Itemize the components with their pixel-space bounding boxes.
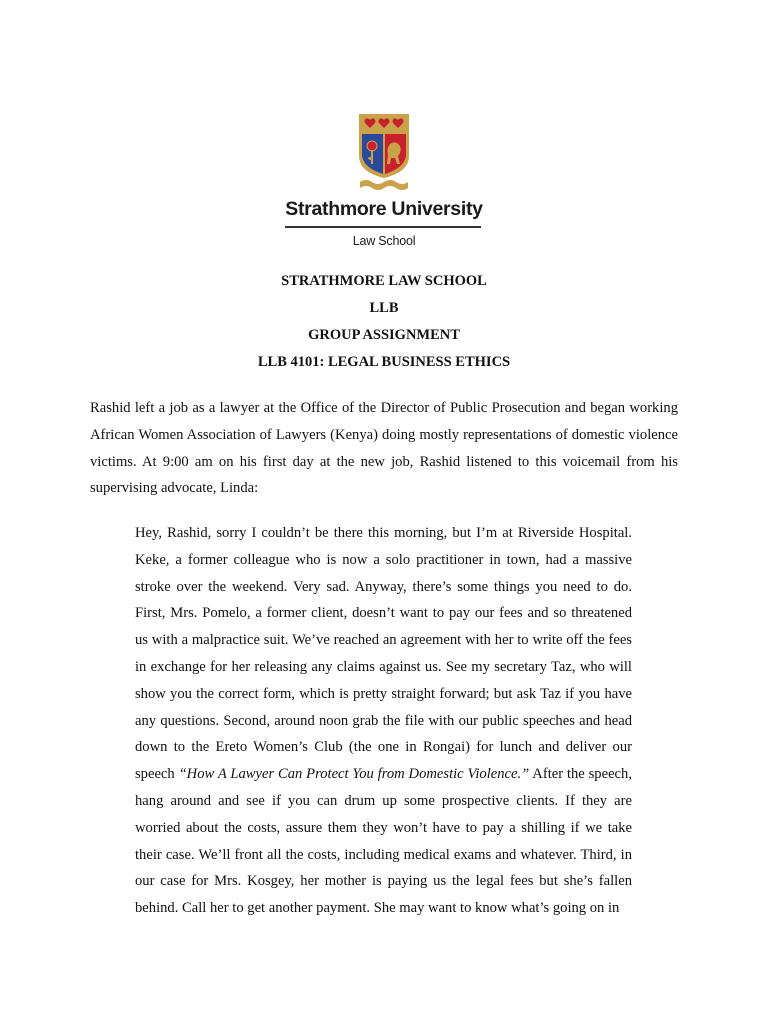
- title-school: STRATHMORE LAW SCHOOL: [281, 273, 487, 289]
- title-course: LLB 4101: LEGAL BUSINESS ETHICS: [257, 354, 511, 370]
- university-crest-icon: [356, 112, 412, 194]
- title-assignment: GROUP ASSIGNMENT: [308, 327, 460, 343]
- title-program: LLB: [369, 300, 399, 316]
- school-name: Law School: [352, 234, 416, 248]
- university-logo: [0, 112, 768, 199]
- divider: [285, 226, 481, 228]
- voicemail-quote: [135, 520, 632, 922]
- quote-text-part1: Hey, Rashid, sorry I couldn’t be there this morning, but I’m at Riverside Hospital. Keke, a former colleague who is now a solo practitioner in town, had a massive stroke over the weekend. Very sad. Anyway, there’s some things you need to do. First, Mrs. Pomelo, a former client, doesn’t want to pay our fees and so threatened us with a malpractice suit. We’ve reached an agreement with her to write off the fees in exchange for her releasing any claims against us. See my secretary Taz, who will show you the correct form, which is pretty straight forward; but ask Taz if you have any questions. Second, around noon grab the file with our public speeches and head down to the Ereto Women’s Club (the one in Rongai) for lunch and deliver our speech: [135, 525, 632, 783]
- quote-text-part2: After the speech, hang around and see if you can drum up some prospective clients. If they are worried about the costs, assure them they won’t have to pay a shilling if we take their case. We’ll front all the costs, including medical exams and whatever. Third, in our case for Mrs. Kosgey, her mother is paying us the legal fees but she’s fallen behind. Call her to get another payment. She may want to know what’s going on in: [135, 766, 632, 917]
- intro-paragraph: Rashid left a job as a lawyer at the Office of the Director of Public Prosecution and began working African Women Association of Lawyers (Kenya) doing mostly representations of domestic violence victims. At 9:00 am on his first day at the new job, Rashid listened to this voicemail from his supervising advocate, Linda:: [90, 400, 678, 497]
- university-name: Strathmore University: [285, 198, 483, 220]
- speech-title: “How A Lawyer Can Protect You from Domestic Violence.”: [178, 766, 530, 783]
